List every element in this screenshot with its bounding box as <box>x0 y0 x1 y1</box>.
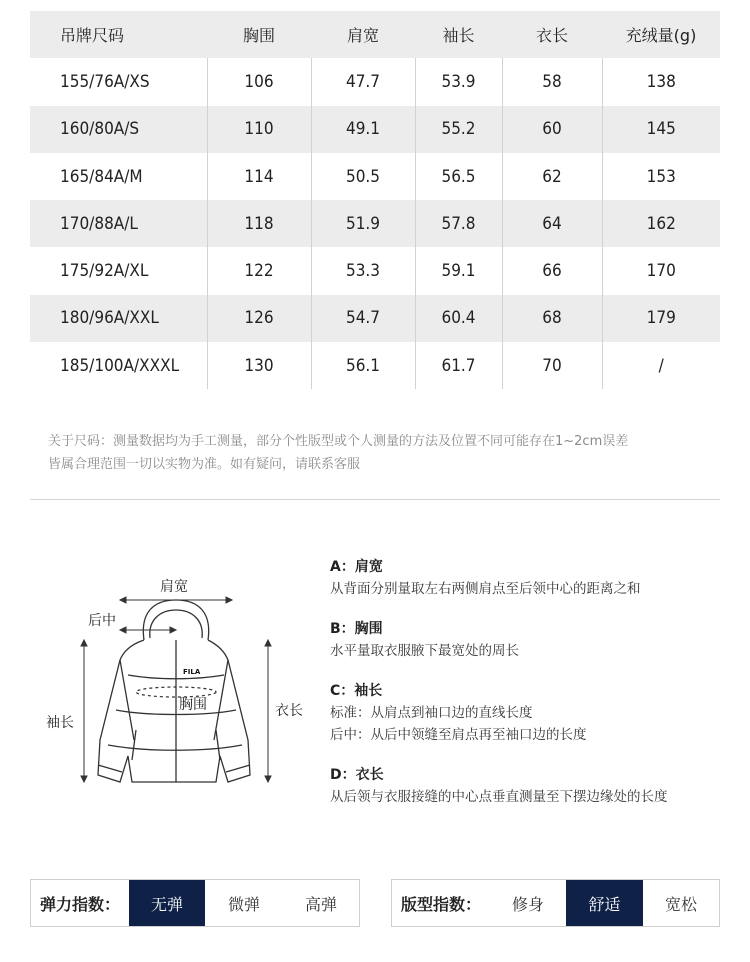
size-table <box>30 11 720 389</box>
label-length: 衣长 <box>275 703 303 719</box>
header-down-fill: 充绒量(g) <box>625 26 697 46</box>
table-row <box>30 153 720 200</box>
cell-down-fill: 170 <box>602 247 720 294</box>
label-sleeve: 袖长 <box>46 715 74 731</box>
fit-option-slim[interactable]: 修身 <box>511 894 544 914</box>
definition-length <box>330 764 740 808</box>
cell-length: 68 <box>502 295 602 342</box>
definition-text: 后中：从后中领缝至肩点再至袖口边的长度 <box>330 727 587 743</box>
jacket-illustration <box>36 560 326 810</box>
cell-shoulder: 53.3 <box>311 247 415 294</box>
elasticity-index <box>30 879 360 927</box>
cell-size: 185/100A/XXXL <box>60 355 180 376</box>
table-row <box>30 106 720 153</box>
cell-length: 66 <box>502 247 602 294</box>
fila-logo: FILA <box>183 668 201 676</box>
definition-title: B：胸围 <box>330 621 383 637</box>
definition-text: 水平量取衣服腋下最宽处的周长 <box>330 643 519 659</box>
definition-title: C：袖长 <box>330 683 383 699</box>
label-chest: 胸围 <box>179 697 207 713</box>
table-row <box>30 342 720 389</box>
cell-chest: 106 <box>207 58 311 105</box>
cell-sleeve: 60.4 <box>415 295 502 342</box>
definition-title: A：肩宽 <box>330 559 383 575</box>
measurement-definitions <box>330 556 740 826</box>
cell-down-fill: 162 <box>602 200 720 247</box>
table-header-row <box>30 11 720 58</box>
cell-chest: 118 <box>207 200 311 247</box>
cell-down-fill: / <box>602 342 720 389</box>
definition-text: 从后领与衣服接缝的中心点垂直测量至下摆边缘处的长度 <box>330 789 668 805</box>
cell-sleeve: 57.8 <box>415 200 502 247</box>
cell-shoulder: 56.1 <box>311 342 415 389</box>
cell-shoulder: 47.7 <box>311 58 415 105</box>
cell-chest: 114 <box>207 153 311 200</box>
fit-label: 版型指数： <box>400 894 481 914</box>
definition-title: D：衣长 <box>330 767 384 783</box>
definition-text: 从背面分别量取左右两侧肩点至后领中心的距离之和 <box>330 581 641 597</box>
cell-length: 60 <box>502 106 602 153</box>
cell-sleeve: 61.7 <box>415 342 502 389</box>
cell-shoulder: 49.1 <box>311 106 415 153</box>
cell-down-fill: 179 <box>602 295 720 342</box>
cell-chest: 126 <box>207 295 311 342</box>
cell-sleeve: 55.2 <box>415 106 502 153</box>
elasticity-label: 弹力指数： <box>39 894 120 914</box>
definition-sleeve <box>330 680 740 746</box>
cell-length: 64 <box>502 200 602 247</box>
definition-shoulder <box>330 556 740 600</box>
label-back-center: 后中 <box>88 613 116 629</box>
section-divider <box>30 499 720 500</box>
cell-length: 58 <box>502 58 602 105</box>
header-sleeve: 袖长 <box>442 26 475 46</box>
size-note <box>48 430 728 476</box>
cell-shoulder: 51.9 <box>311 200 415 247</box>
cell-down-fill: 138 <box>602 58 720 105</box>
cell-length: 70 <box>502 342 602 389</box>
table-row <box>30 200 720 247</box>
cell-size: 175/92A/XL <box>60 261 149 282</box>
cell-down-fill: 145 <box>602 106 720 153</box>
table-row <box>30 247 720 294</box>
measurement-diagram <box>36 560 326 810</box>
cell-size: 160/80A/S <box>60 119 140 140</box>
header-shoulder: 肩宽 <box>346 26 379 46</box>
header-length: 衣长 <box>535 26 568 46</box>
cell-shoulder: 54.7 <box>311 295 415 342</box>
cell-chest: 130 <box>207 342 311 389</box>
cell-size: 180/96A/XXL <box>60 308 159 329</box>
cell-shoulder: 50.5 <box>311 153 415 200</box>
cell-size: 165/84A/M <box>60 166 143 187</box>
cell-chest: 122 <box>207 247 311 294</box>
cell-length: 62 <box>502 153 602 200</box>
cell-sleeve: 56.5 <box>415 153 502 200</box>
note-line-1: 关于尺码：测量数据均为手工测量，部分个性版型或个人测量的方法及位置不同可能存在1~2cm误差 <box>48 434 629 449</box>
definition-text: 标准：从肩点到袖口边的直线长度 <box>330 705 533 721</box>
label-shoulder: 肩宽 <box>160 579 188 595</box>
cell-size: 170/88A/L <box>60 213 138 234</box>
header-chest: 胸围 <box>242 26 275 46</box>
fit-option-loose[interactable]: 宽松 <box>664 894 697 914</box>
elasticity-option-high[interactable]: 高弹 <box>304 894 337 914</box>
definition-chest <box>330 618 740 662</box>
cell-sleeve: 53.9 <box>415 58 502 105</box>
fit-option-comfort[interactable]: 舒适 <box>566 880 643 926</box>
elasticity-option-none[interactable]: 无弹 <box>129 880 205 926</box>
table-row <box>30 58 720 105</box>
table-row <box>30 295 720 342</box>
cell-sleeve: 59.1 <box>415 247 502 294</box>
fit-index <box>391 879 720 927</box>
note-line-2: 皆属合理范围一切以实物为准。如有疑问，请联系客服 <box>48 457 361 472</box>
header-size: 吊牌尺码 <box>60 26 125 46</box>
elasticity-option-slight[interactable]: 微弹 <box>227 894 260 914</box>
cell-down-fill: 153 <box>602 153 720 200</box>
cell-size: 155/76A/XS <box>60 71 150 92</box>
cell-chest: 110 <box>207 106 311 153</box>
